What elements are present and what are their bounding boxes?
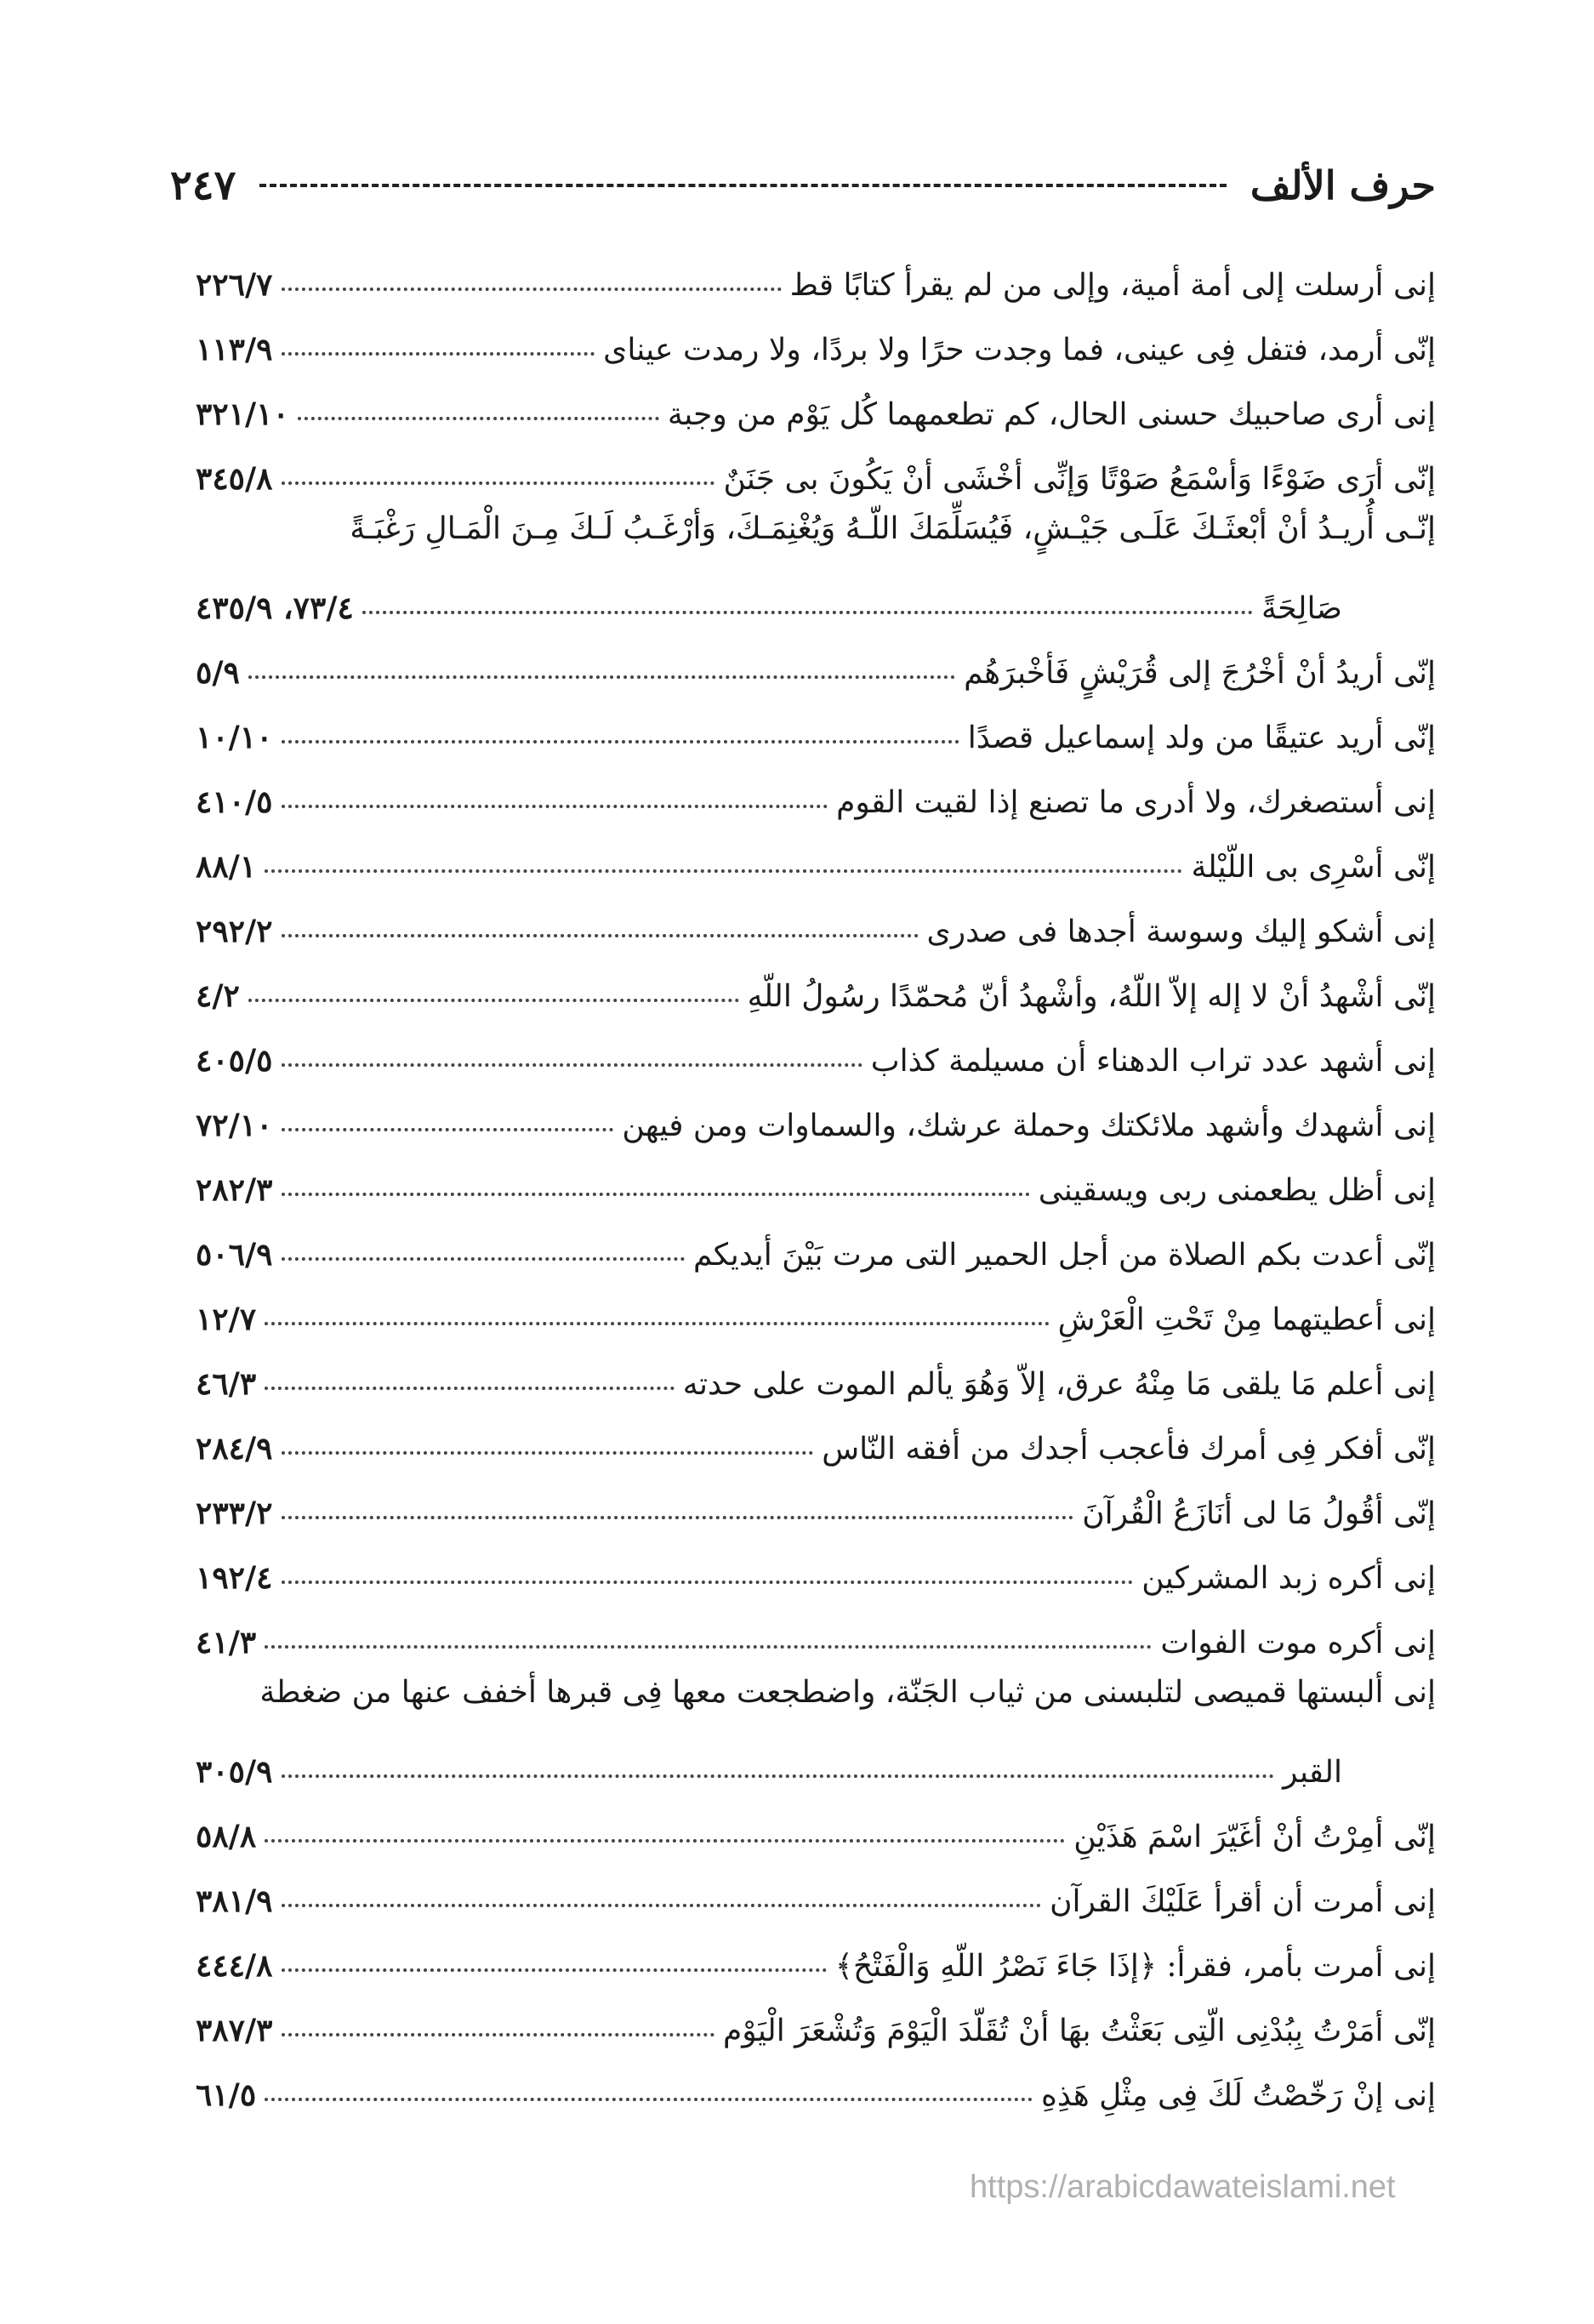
dot-leader — [282, 1128, 614, 1131]
entry-reference: ٢٩٢/٢ — [196, 914, 273, 949]
entry-reference: ٣٨١/٩ — [196, 1883, 273, 1919]
entry-text: القبر — [1283, 1755, 1342, 1790]
dot-leader — [265, 1322, 1049, 1325]
entry-text: إنى أشكو إليك وسوسة أجدها فى صدرى — [926, 914, 1436, 949]
dot-leader — [282, 2033, 714, 2036]
entry-reference: ٢٨٢/٣ — [196, 1172, 273, 1208]
dot-leader — [282, 1257, 685, 1261]
entry-reference: ٢٣٣/٢ — [196, 1495, 273, 1531]
entry-reference: ١٠/١٠ — [196, 720, 273, 755]
entry-text: إنّى أريدُ أنْ أخْرُجَ إلى قُرَيْشٍ فَأخْبرَهُم — [964, 656, 1436, 691]
entry-reference: ١٩٢/٤ — [196, 1560, 273, 1596]
entry-text: إنى إنْ رَخّصْتُ لَكَ فِى مِثْلِ هَذِهِ — [1040, 2078, 1436, 2113]
chapter-title: حرف الألف — [1250, 162, 1436, 208]
entry-text: إنى أكره موت الفوات — [1160, 1626, 1436, 1660]
dot-leader — [282, 1581, 1134, 1584]
page-header — [170, 143, 1436, 228]
entry-text: إنّى أشْهدُ أنْ لا إله إلاّ اللّهُ، وأشْهدُ أنّ مُحمّدًا رسُولُ اللّهِ — [747, 979, 1436, 1014]
entry-text: إنّى أريد عتيقًا من ولد إسماعيل قصدًا — [967, 721, 1436, 755]
index-entry — [196, 691, 1436, 755]
entry-text: إنّى أرَى ضَوْءًا وَأسْمَعُ صَوْتًا وَإنِّى أخْشَى أنْ يَكُونَ بى جَنَنٌ — [723, 462, 1436, 497]
entry-reference: ٧٣/٤، ٤٣٥/٩ — [196, 590, 354, 626]
index-entry — [196, 1790, 1436, 1854]
entry-text-line1: إنّـى أُريـدُ أنْ أبْعثَـكَ عَلَـى جَيْـشٍ، فَيُسَلِّمَكَ اللّـهُ وَيُغْنِمَـكَ، وَأرْغَـبُ لَـكَ مِـنَ الْمَـالِ رَغْبَـةً — [350, 511, 1436, 546]
entry-reference: ٥٨/٨ — [196, 1819, 257, 1854]
entry-text: إنى أشهد عدد تراب الدهناء أن مسيلمة كذاب — [870, 1044, 1436, 1079]
dot-leader — [282, 934, 919, 937]
dot-leader — [282, 1516, 1074, 1519]
index-entry — [196, 367, 1436, 432]
index-entries — [196, 238, 1436, 2113]
entry-reference: ٢٢٦/٧ — [196, 267, 273, 303]
entry-text: إنى أستصغرك، ولا أدرى ما تصنع إذا لقيت القوم — [836, 785, 1436, 820]
index-entry — [196, 1531, 1436, 1596]
entry-text: إنّى أسْرِى بى اللّيْلة — [1191, 850, 1436, 885]
index-entry — [196, 820, 1436, 885]
entry-text-line1: إنى ألبستها قميصى لتلبسنى من ثياب الجَنّة، واضطجعت معها فِى قبرها أخفف عنها من ضغطة — [259, 1675, 1436, 1710]
entry-text: إنى أكره زبد المشركين — [1141, 1561, 1436, 1596]
index-entry-multiline — [196, 497, 1436, 626]
entry-reference: ١٢/٧ — [196, 1302, 257, 1337]
entry-text: إنى أرسلت إلى أمة أمية، وإلى من لم يقرأ كتابًا قط — [789, 268, 1436, 303]
index-entry — [196, 1467, 1436, 1531]
entry-reference: ٣٠٥/٩ — [196, 1754, 273, 1790]
index-entry — [196, 2048, 1436, 2113]
dot-leader — [282, 1904, 1042, 1907]
index-entry — [196, 1596, 1436, 1660]
entry-text: إنّى أمَرْتُ بِبُدْنِى الّتِى بَعَثْتُ بهَا أنْ تُقَلّدَ الْيَوْمَ وَتُشْعَرَ الْيَوْم — [722, 2014, 1436, 2048]
dot-leader — [265, 1839, 1065, 1843]
entry-reference: ٤٠٥/٥ — [196, 1043, 273, 1079]
entry-reference: ٤١/٣ — [196, 1625, 257, 1660]
index-entry — [196, 1014, 1436, 1079]
entry-reference: ٤٦/٣ — [196, 1366, 257, 1402]
dot-leader — [265, 1387, 675, 1390]
entry-reference: ٤/٢ — [196, 978, 240, 1014]
index-entry — [196, 1337, 1436, 1402]
entry-text: إنّى أعدت بكم الصلاة من أجل الحمير التى مرت بَيْنَ أيديكم — [692, 1238, 1436, 1273]
dot-leader — [282, 481, 715, 485]
entry-reference: ٣٨٧/٣ — [196, 2013, 273, 2048]
dot-leader — [298, 417, 659, 420]
index-entry — [196, 1402, 1436, 1467]
index-entry — [196, 1079, 1436, 1143]
page-number: ٢٤٧ — [170, 162, 236, 209]
entry-text: إنى أرى صاحبيك حسنى الحال، كم تطعمهما كُل يَوْم من وجبة — [667, 397, 1436, 432]
watermark-url: https://arabicdawateislami.net — [970, 2169, 1396, 2205]
dot-leader — [282, 805, 828, 808]
header-dashed-rule — [259, 184, 1226, 187]
dot-leader — [282, 352, 595, 356]
index-entry — [196, 949, 1436, 1014]
entry-continuation — [196, 1725, 1436, 1790]
index-entry — [196, 755, 1436, 820]
index-entry — [196, 432, 1436, 497]
dot-leader — [282, 288, 782, 291]
index-entry — [196, 1919, 1436, 1984]
index-entry-multiline — [196, 1660, 1436, 1790]
index-entry — [196, 238, 1436, 303]
dot-leader — [265, 1645, 1152, 1649]
entry-reference: ١١٣/٩ — [196, 332, 273, 367]
entry-text: إنّى أفكر فِى أمرك فأعجب أجدك من أفقه النّاس — [822, 1432, 1436, 1467]
entry-text: إنّى أرمد، فتفل فِى عينى، فما وجدت حرًا ولا بردًا، ولا رمدت عيناى — [603, 333, 1436, 367]
dot-leader — [265, 869, 1182, 873]
dot-leader — [282, 1774, 1275, 1778]
entry-reference: ٥٠٦/٩ — [196, 1237, 273, 1273]
entry-text: إنى أظل يطعمنى ربى ويسقينى — [1038, 1173, 1436, 1208]
entry-reference: ٦١/٥ — [196, 2077, 257, 2113]
entry-continuation — [196, 561, 1436, 626]
entry-reference: ٧٢/١٠ — [196, 1108, 273, 1143]
index-entry — [196, 1208, 1436, 1273]
entry-text: إنى أعلم مَا يلقى مَا مِنْهُ عرق، إلاّ وَهُوَ يألم الموت على حدته — [682, 1367, 1436, 1402]
dot-leader — [248, 675, 955, 679]
dot-leader — [282, 1063, 862, 1067]
entry-text: إنى أعطيتهما مِنْ تَحْتِ الْعَرْشِ — [1057, 1302, 1436, 1337]
entry-reference: ٢٨٤/٩ — [196, 1431, 273, 1467]
dot-leader — [282, 1968, 827, 1972]
dot-leader — [265, 2098, 1033, 2101]
entry-reference: ٤١٠/٥ — [196, 784, 273, 820]
entry-text: إنى أمرت أن أقرأ عَلَيْكَ القرآن — [1050, 1884, 1436, 1919]
index-entry — [196, 1984, 1436, 2048]
dot-leader — [248, 999, 739, 1002]
dot-leader — [282, 1451, 814, 1455]
dot-leader — [362, 611, 1253, 614]
index-entry — [196, 1143, 1436, 1208]
entry-text: إنّى أمِرْتُ أنْ أغَيّرَ اسْمَ هَذَيْنِ — [1073, 1820, 1436, 1854]
entry-text: إنى أمرت بأمر، فقرأ: ﴿إذَا جَاءَ نَصْرُ اللّهِ وَالْفَتْحُ﴾ — [834, 1949, 1436, 1984]
dot-leader — [282, 1193, 1030, 1196]
entry-reference: ٤٤٤/٨ — [196, 1948, 273, 1984]
index-entry — [196, 303, 1436, 367]
entry-reference: ٥/٩ — [196, 655, 240, 691]
entry-text: صَالِحَةً — [1261, 591, 1342, 626]
entry-text: إنى أشهدك وأشهد ملائكتك وحملة عرشك، والسماوات ومن فيهن — [622, 1108, 1436, 1143]
dot-leader — [282, 740, 959, 743]
index-entry — [196, 1273, 1436, 1337]
index-entry — [196, 885, 1436, 949]
index-entry — [196, 1854, 1436, 1919]
entry-reference: ٨٨/١ — [196, 849, 257, 885]
entry-text: إنّى أقُولُ مَا لى أنَازَعُ الْقُرآنَ — [1082, 1496, 1436, 1531]
index-entry — [196, 626, 1436, 691]
entry-reference: ٣٤٥/٨ — [196, 461, 273, 497]
entry-reference: ٣٢١/١٠ — [196, 396, 289, 432]
